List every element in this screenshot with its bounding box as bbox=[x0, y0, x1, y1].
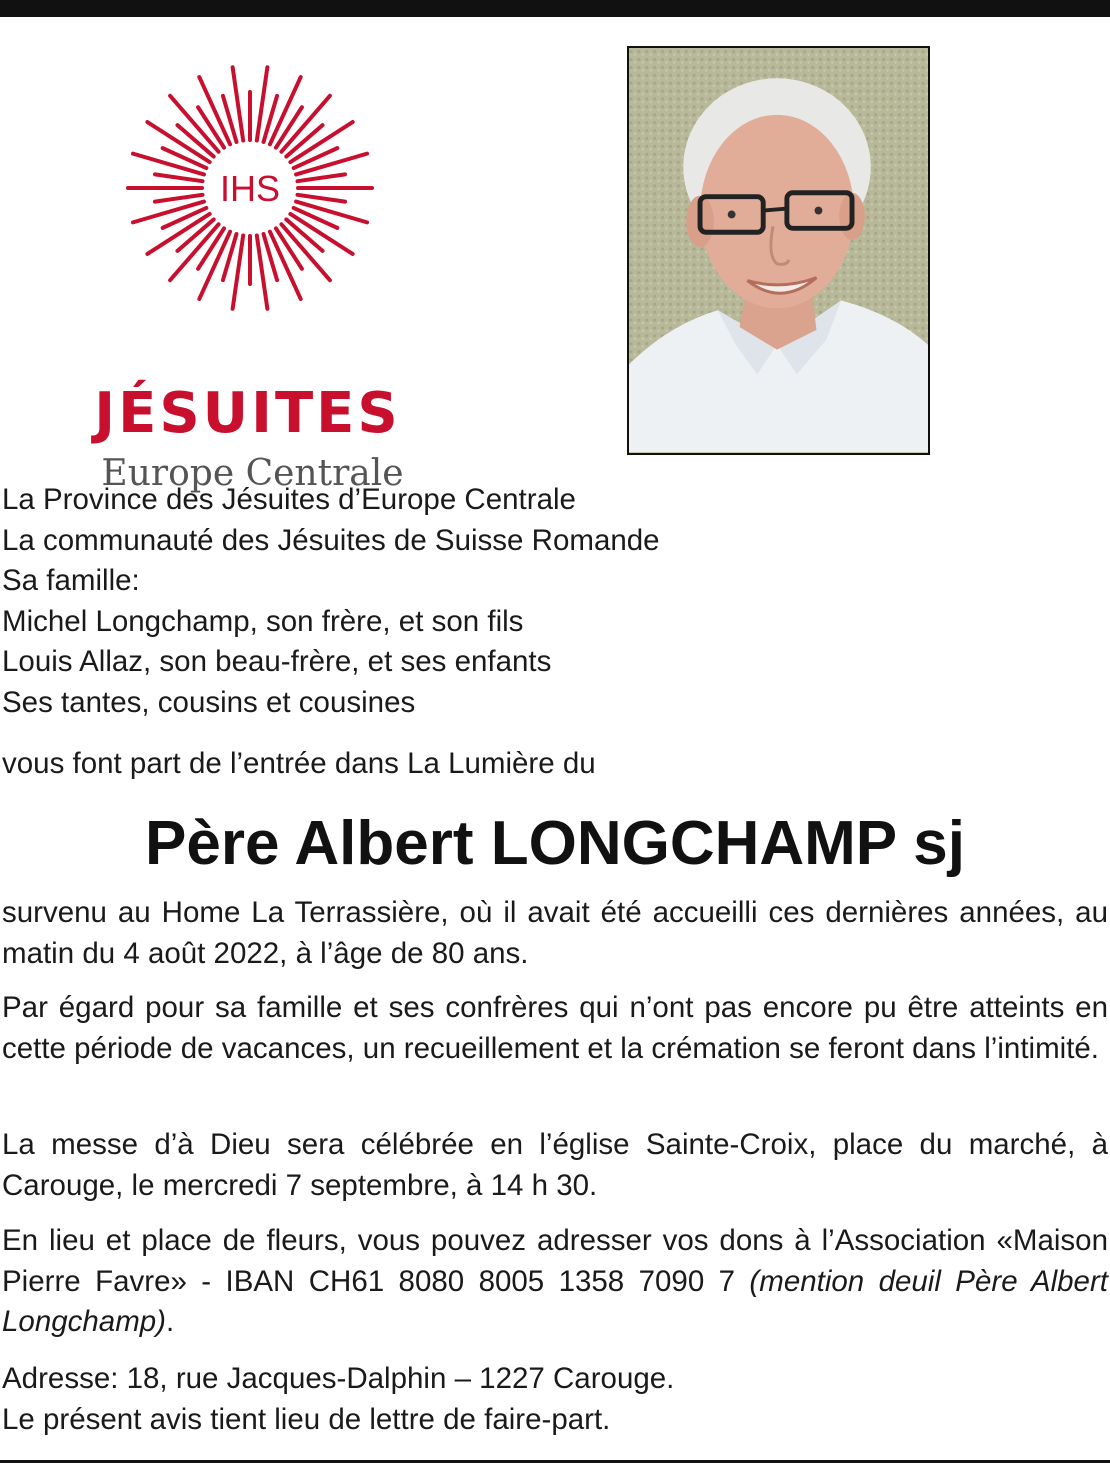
deceased-name: Père Albert LONGCHAMP sj bbox=[145, 809, 965, 878]
sender-line: La Province des Jésuites d’Europe Centrale bbox=[2, 483, 576, 516]
donation-info bbox=[2, 1221, 1108, 1343]
top-rule bbox=[0, 0, 1110, 17]
sun-ray bbox=[298, 195, 346, 202]
sender-line: La communauté des Jésuites de Suisse Romande bbox=[2, 523, 660, 557]
donation-mention: (mention deuil Père Albert Longchamp) bbox=[2, 1264, 1108, 1338]
ceremony-note: Par égard pour sa famille et ses confrères qui n’ont pas encore pu être atteints en cette période de vacances, un recueillement et la crémation se feront dans l’intimité. bbox=[2, 991, 1108, 1065]
sender-line: Ses tantes, cousins et cousines bbox=[2, 685, 416, 719]
donation-end: . bbox=[166, 1305, 175, 1338]
logo-title: JÉSUITES bbox=[94, 381, 401, 446]
sender-line: Sa famille: bbox=[2, 564, 140, 597]
address: Adresse: 18, rue Jacques-Dalphin – 1227 Carouge. bbox=[2, 1362, 675, 1395]
bottom-rule bbox=[0, 1460, 1110, 1463]
sunburst-ihs-icon bbox=[120, 58, 380, 318]
donation-text: En lieu et place de fleurs, vous pouvez adresser vos dons à l’Association «Maison Pierre Favre» - IBAN CH61 8080 8005 1358 7090 7 bbox=[2, 1224, 1108, 1298]
portrait-image bbox=[629, 48, 928, 453]
jesuits-logo bbox=[80, 58, 425, 494]
mass-info: La messe d’à Dieu sera célébrée en l’église Sainte-Croix, place du marché, à Carouge, le mercredi 7 septembre, à 14 h 30. bbox=[2, 1128, 1108, 1202]
intro-text: vous font part de l’entrée dans La Lumière du bbox=[2, 747, 596, 780]
sun-ray bbox=[155, 174, 203, 181]
ihs-monogram: IHS bbox=[219, 168, 281, 209]
closing-line: Le présent avis tient lieu de lettre de faire-part. bbox=[2, 1402, 611, 1436]
closing-block bbox=[2, 1359, 1108, 1440]
portrait-photo bbox=[627, 46, 930, 455]
death-info: survenu au Home La Terrassière, où il avait été accueilli ces dernières années, au matin du 4 août 2022, à l’âge de 80 ans. bbox=[2, 896, 1108, 970]
logo-subtitle: Europe Centrale bbox=[101, 453, 404, 494]
sender-line: Michel Longchamp, son frère, et son fils bbox=[2, 604, 524, 638]
sender-line: Louis Allaz, son beau-frère, et ses enfants bbox=[2, 645, 552, 678]
senders-list bbox=[2, 480, 1108, 723]
sun-ray bbox=[155, 195, 203, 202]
sun-ray bbox=[298, 174, 346, 181]
